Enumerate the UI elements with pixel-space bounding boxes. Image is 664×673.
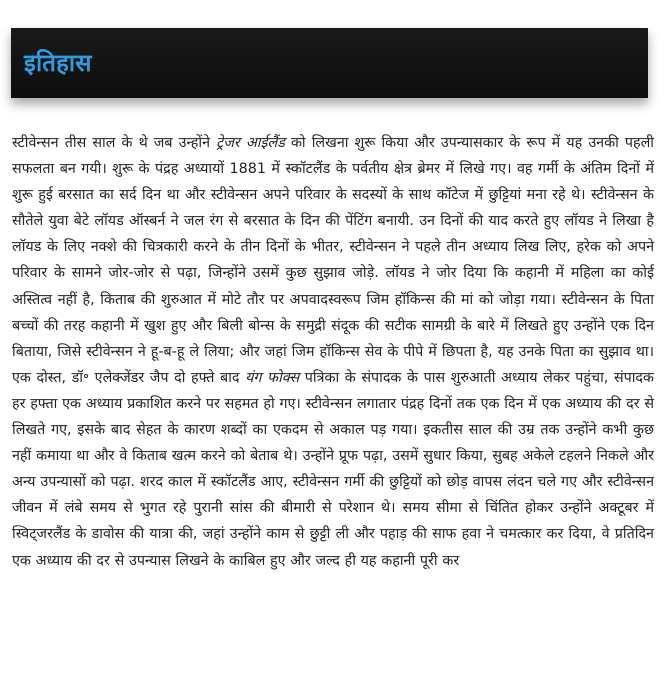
article-text: स्टीवेन्सन तीस साल के थे जब उन्होंने (12, 135, 217, 151)
magazine-title-young-folks: यंग फोक्स (245, 369, 300, 386)
section-title: इतिहास (24, 49, 92, 77)
article-text: को लिखना शुरू किया और उपन्यासकार के रूप में यह उनकी पहली सफलता बन गयी। शुरू के पंद्रह अध्यायों 1881 में स्कॉटलैंड के पर्वतीय क्षेत्र ब्रेमर में लिखे गए। वह गर्मी के अंतिम दिनों में शुरू हुई बरसात का सर्द दिन था और स्टीवेन्सन अपने परिवार के सदस्यों के साथ कॉटेज में छुट्टियां मना रहे थे। स्टीवेन्सन के सौतेले युवा बेटे लॉयड ऑस्बर्न ने जल रंग से बरसात के दिन की पेंटिंग बनायी. उन दिनों की याद करते हुए लॉयड ने लिखा है लॉयड के लिए नक्शे की चित्रकारी करने के तीन दिनों के भीतर, स्टीवेन्सन ने पहले तीन अध्याय लिख लिए, हरेक को अपने परिवार के सामने जोर-जोर से पढ़ा, जिन्होंने उसमें कुछ सुझाव जोड़े. लॉयड ने जोर दिया कि कहानी में महिला का कोई अस्तित्व नहीं है, किताब की शुरुआत में मोटे तौर पर अपवादस्वरूप जिम हॉकिन्स की मां को जोड़ा गया। स्टीवेन्सन के पिता बच्चों की तरह कहानी में खुश हुए और बिली बोन्स के समुद्री संदूक की सटीक सामग्री के बारे में लिखते हुए उन्होंने एक दिन बिताया, जिसे स्टीवेन्सन ने हू-ब-हू ले लिया; और जहां जिम हॉकिन्स सेव के पीपे में छिपता है, यह उनके पिता का सुझाव था। एक दोस्त, डॉ॰ एलेक्जेंडर जैप दो हफ्ते बाद (12, 135, 654, 386)
article-paragraph (12, 130, 654, 574)
section-header (11, 28, 648, 98)
book-title-treasure-island: ट्रेजर आईलैंड (216, 135, 285, 151)
article-text: पत्रिका के संपादक के पास शुरुआती अध्याय लेकर पहुंचा, संपादक हर हफ्ता एक अध्याय प्रकाशित करने पर सहमत हो गए। स्टीवेन्सन लगातार पंद्रह दिनों तक एक दिन में एक अध्याय की दर से लिखते गए, इसके बाद सेहत के कारण शब्दों का एकदम से अकाल पड़ गया। इकतीस साल की उम्र तक उन्होंने कभी कुछ नहीं कमाया था और वे किताब खत्म करने को बेताब थे। उन्होंने प्रूफ पढ़ा, उसमें सुधार किया, सुबह अकेले टहलने निकले और अन्य उपन्यासों को पढ़ा. शरद काल में स्कॉटलैंड आए, स्टीवेन्सन गर्मी की छुट्टियों को छोड़ वापस लंदन चले गए और स्टीवेन्सन जीवन में लंबे समय से भुगत रहे पुरानी सांस की बीमारी से परेशान थे। समय सीमा से चिंतित होकर उन्होंने अक्टूबर में स्विट्जरलैंड के डावोस की यात्रा की, जहां उन्होंने काम से छुट्टी ली और पहाड़ की साफ हवा ने चमत्कार कर दिया, वे प्रतिदिन एक अध्याय की दर से उपन्यास लिखने के काबिल हुए और जल्द ही यह कहानी पूरी कर (12, 369, 654, 569)
